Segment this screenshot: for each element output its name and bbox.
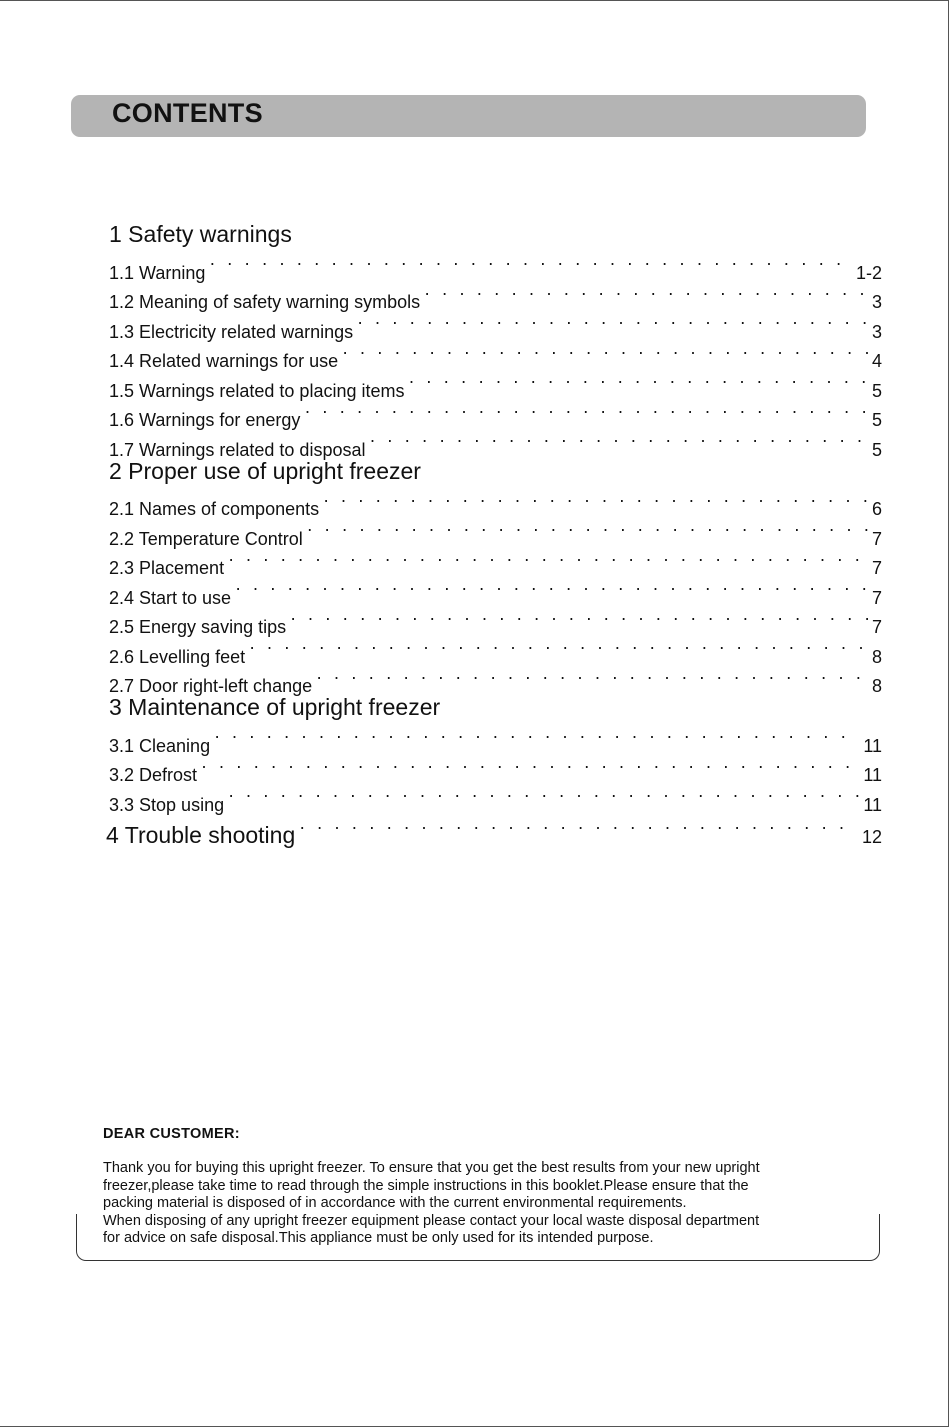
dot-leader bbox=[424, 279, 868, 309]
toc-entry[interactable] bbox=[109, 781, 882, 815]
toc-entry-page: 11 bbox=[863, 794, 882, 815]
toc-entry-page: 7 bbox=[871, 587, 882, 608]
toc-entry-label: 1.3 Electricity related warnings bbox=[109, 321, 354, 342]
dot-leader bbox=[228, 781, 859, 811]
notice-bracket bbox=[76, 1214, 880, 1261]
toc-entry-label: 2.6 Levelling feet bbox=[109, 646, 246, 667]
message-line: packing material is disposed of in accordance with the current environmental requirements. bbox=[103, 1195, 687, 1211]
toc-entry-label: 1.5 Warnings related to placing items bbox=[109, 380, 405, 401]
toc-section-title: 1 Safety warnings bbox=[109, 221, 292, 247]
dot-leader bbox=[342, 338, 868, 368]
toc-entry-label: 1.1 Warning bbox=[109, 262, 206, 283]
dot-leader bbox=[201, 752, 859, 782]
dot-leader bbox=[299, 811, 858, 843]
toc-entry-page: 7 bbox=[871, 528, 882, 549]
toc-entry-page: 5 bbox=[871, 439, 882, 460]
toc-entry-label: 3.3 Stop using bbox=[109, 794, 225, 815]
toc-section-title: 3 Maintenance of upright freezer bbox=[109, 694, 441, 720]
toc-entry[interactable] bbox=[109, 752, 882, 785]
toc-entry-page: 3 bbox=[871, 321, 882, 342]
toc-entry[interactable] bbox=[109, 279, 882, 312]
toc-entry-label: 1.2 Meaning of safety warning symbols bbox=[109, 292, 421, 312]
dot-leader bbox=[408, 367, 868, 397]
dot-leader bbox=[290, 604, 868, 634]
message-line: Thank you for buying this upright freezer. To ensure that you get the best results from your new upright bbox=[103, 1160, 760, 1176]
dot-leader bbox=[316, 663, 868, 693]
dot-leader bbox=[304, 397, 868, 427]
toc-entry-label: 2.5 Energy saving tips bbox=[109, 617, 287, 637]
toc-entry-page: 11 bbox=[863, 765, 882, 785]
toc-entry-page: 8 bbox=[871, 676, 882, 696]
toc-entry-page: 7 bbox=[871, 617, 882, 637]
toc-entry-label: 2.3 Placement bbox=[109, 558, 225, 578]
message-line: freezer,please take time to read through the simple instructions in this booklet.Please ensure that the bbox=[103, 1177, 749, 1194]
toc-entry-label: 2.4 Start to use bbox=[109, 587, 232, 608]
dot-leader bbox=[323, 486, 868, 516]
toc-section-title: 2 Proper use of upright freezer bbox=[109, 457, 421, 484]
toc-entry-page: 5 bbox=[871, 410, 882, 430]
toc-entry-label: 1.7 Warnings related to disposal bbox=[109, 439, 366, 460]
page-title: CONTENTS bbox=[112, 98, 263, 128]
toc-entry-page: 3 bbox=[871, 292, 882, 312]
table-of-contents bbox=[106, 219, 882, 848]
toc-entry-page: 11 bbox=[863, 735, 882, 756]
dot-leader bbox=[235, 574, 868, 604]
toc-entry-label: 1.4 Related warnings for use bbox=[109, 351, 339, 371]
toc-entry-label: 2.2 Temperature Control bbox=[109, 528, 303, 549]
toc-entry-label: 1.6 Warnings for energy bbox=[109, 410, 301, 430]
toc-entry[interactable] bbox=[109, 574, 882, 608]
dot-leader bbox=[228, 545, 868, 575]
dot-leader bbox=[209, 249, 852, 279]
toc-entry-page: 12 bbox=[861, 826, 882, 847]
dot-leader bbox=[249, 633, 868, 663]
toc-entry-page: 6 bbox=[871, 499, 882, 519]
customer-heading: DEAR CUSTOMER: bbox=[103, 1126, 240, 1142]
contents-header bbox=[71, 95, 866, 137]
toc-entry-page: 7 bbox=[871, 558, 882, 578]
toc-entry-page: 1-2 bbox=[855, 262, 882, 283]
toc-entry-label: 2.1 Names of components bbox=[109, 499, 320, 519]
toc-entry-label: 3.1 Cleaning bbox=[109, 735, 211, 756]
message-line: When disposing of any upright freezer equipment please contact your local waste disposal department bbox=[103, 1212, 760, 1229]
toc-entry[interactable] bbox=[109, 722, 882, 756]
dot-leader bbox=[307, 515, 868, 545]
toc-entry-page: 4 bbox=[871, 351, 882, 371]
toc-entry-label: 2.7 Door right-left change bbox=[109, 676, 313, 696]
toc-entry-label: 3.2 Defrost bbox=[109, 765, 198, 785]
toc-entry-page: 8 bbox=[871, 646, 882, 667]
toc-section-title: 4 Trouble shooting bbox=[106, 821, 296, 848]
dot-leader bbox=[369, 426, 868, 456]
dot-leader bbox=[357, 308, 868, 338]
toc-entry[interactable] bbox=[109, 249, 882, 283]
toc-entry[interactable] bbox=[109, 486, 882, 519]
toc-entry-page: 5 bbox=[871, 380, 882, 401]
dot-leader bbox=[214, 722, 859, 752]
message-line: for advice on safe disposal.This appliance must be only used for its intended purpose. bbox=[103, 1230, 654, 1246]
